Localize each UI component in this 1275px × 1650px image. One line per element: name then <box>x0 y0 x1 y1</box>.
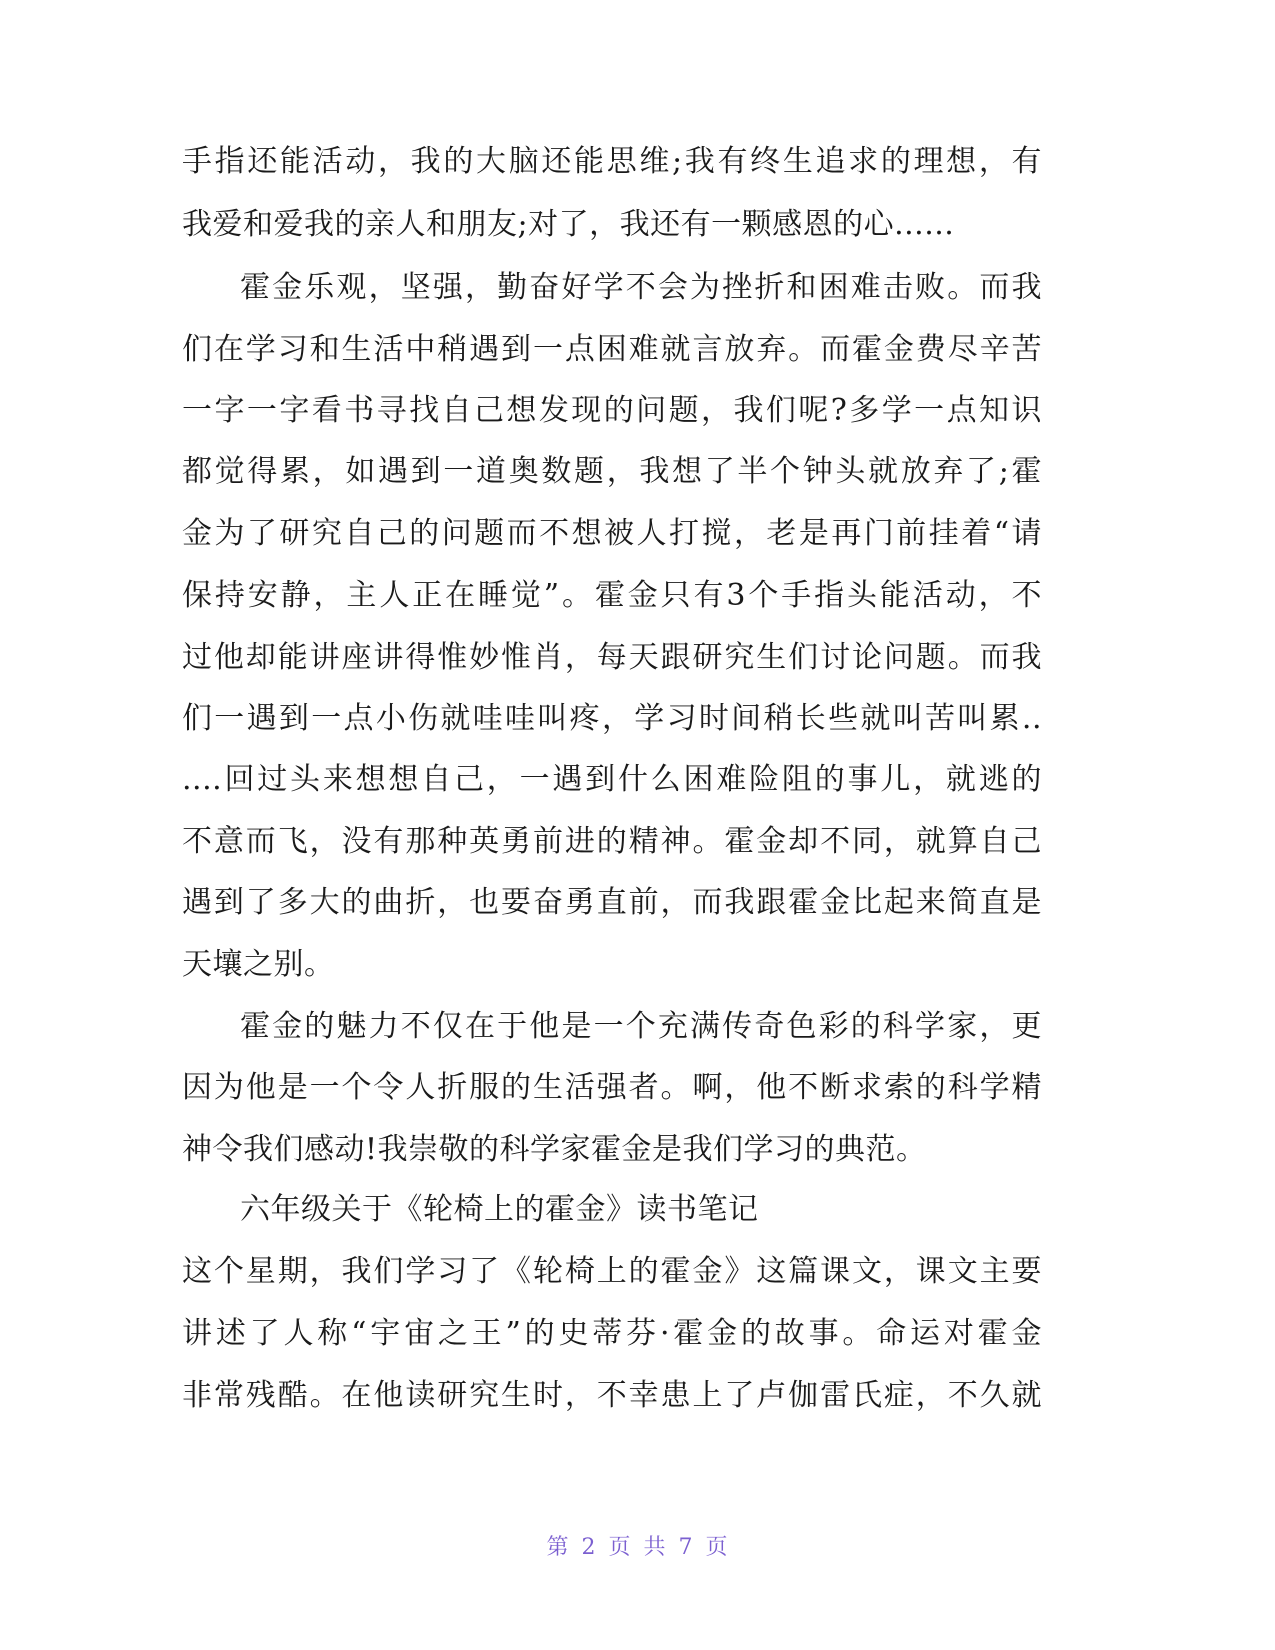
paragraph-first-line: 霍金的魅力不仅在于他是一个充满传奇色彩的科学家，更 <box>240 1009 1042 1044</box>
text-line: 手指还能活动，我的大脑还能思维;我有终生追求的理想，有 <box>182 144 1042 179</box>
footer-page-word: 页 <box>608 1535 632 1560</box>
total-page-count: 7 <box>678 1535 694 1560</box>
text-line: 过他却能讲座讲得惟妙惟肖，每天跟研究生们讨论问题。而我 <box>182 640 1042 675</box>
footer-total-prefix: 共 <box>643 1535 667 1560</box>
text-line: 们一遇到一点小伤就哇哇叫疼，学习时间稍长些就叫苦叫累.. <box>182 701 1042 736</box>
text-line: 不意而飞，没有那种英勇前进的精神。霍金却不同，就算自己 <box>182 824 1042 859</box>
text-line: 神令我们感动!我崇敬的科学家霍金是我们学习的典范。 <box>182 1132 927 1167</box>
text-line: 保持安静，主人正在睡觉”。霍金只有3个手指头能活动，不 <box>182 578 1042 613</box>
text-line: 因为他是一个令人折服的生活强者。啊，他不断求索的科学精 <box>182 1070 1042 1105</box>
text-line: ....回过头来想想自己，一遇到什么困难险阻的事儿，就逃的 <box>182 762 1042 797</box>
text-line: 金为了研究自己的问题而不想被人打搅，老是再门前挂着“请 <box>182 516 1042 551</box>
text-line: 天壤之别。 <box>182 947 335 982</box>
text-line: 我爱和爱我的亲人和朋友;对了，我还有一颗感恩的心...... <box>182 207 955 242</box>
page-footer <box>0 1530 1275 1561</box>
current-page-number: 2 <box>581 1535 597 1560</box>
text-line: 一字一字看书寻找自己想发现的问题，我们呢?多学一点知识 <box>182 393 1042 428</box>
text-line: 遇到了多大的曲折，也要奋勇直前，而我跟霍金比起来简直是 <box>182 885 1042 920</box>
footer-suffix: 页 <box>705 1535 729 1560</box>
text-line: 们在学习和生活中稍遇到一点困难就言放弃。而霍金费尽辛苦 <box>182 332 1042 367</box>
footer-prefix: 第 <box>546 1535 570 1560</box>
text-line: 讲述了人称“宇宙之王”的史蒂芬·霍金的故事。命运对霍金 <box>182 1316 1042 1351</box>
section-heading: 六年级关于《轮椅上的霍金》读书笔记 <box>240 1192 759 1227</box>
text-line: 非常残酷。在他读研究生时，不幸患上了卢伽雷氏症，不久就 <box>182 1378 1042 1413</box>
text-line: 都觉得累，如遇到一道奥数题，我想了半个钟头就放弃了;霍 <box>182 454 1042 489</box>
paragraph-first-line: 霍金乐观，坚强，勤奋好学不会为挫折和困难击败。而我 <box>240 270 1042 305</box>
text-line: 这个星期，我们学习了《轮椅上的霍金》这篇课文，课文主要 <box>182 1254 1042 1289</box>
